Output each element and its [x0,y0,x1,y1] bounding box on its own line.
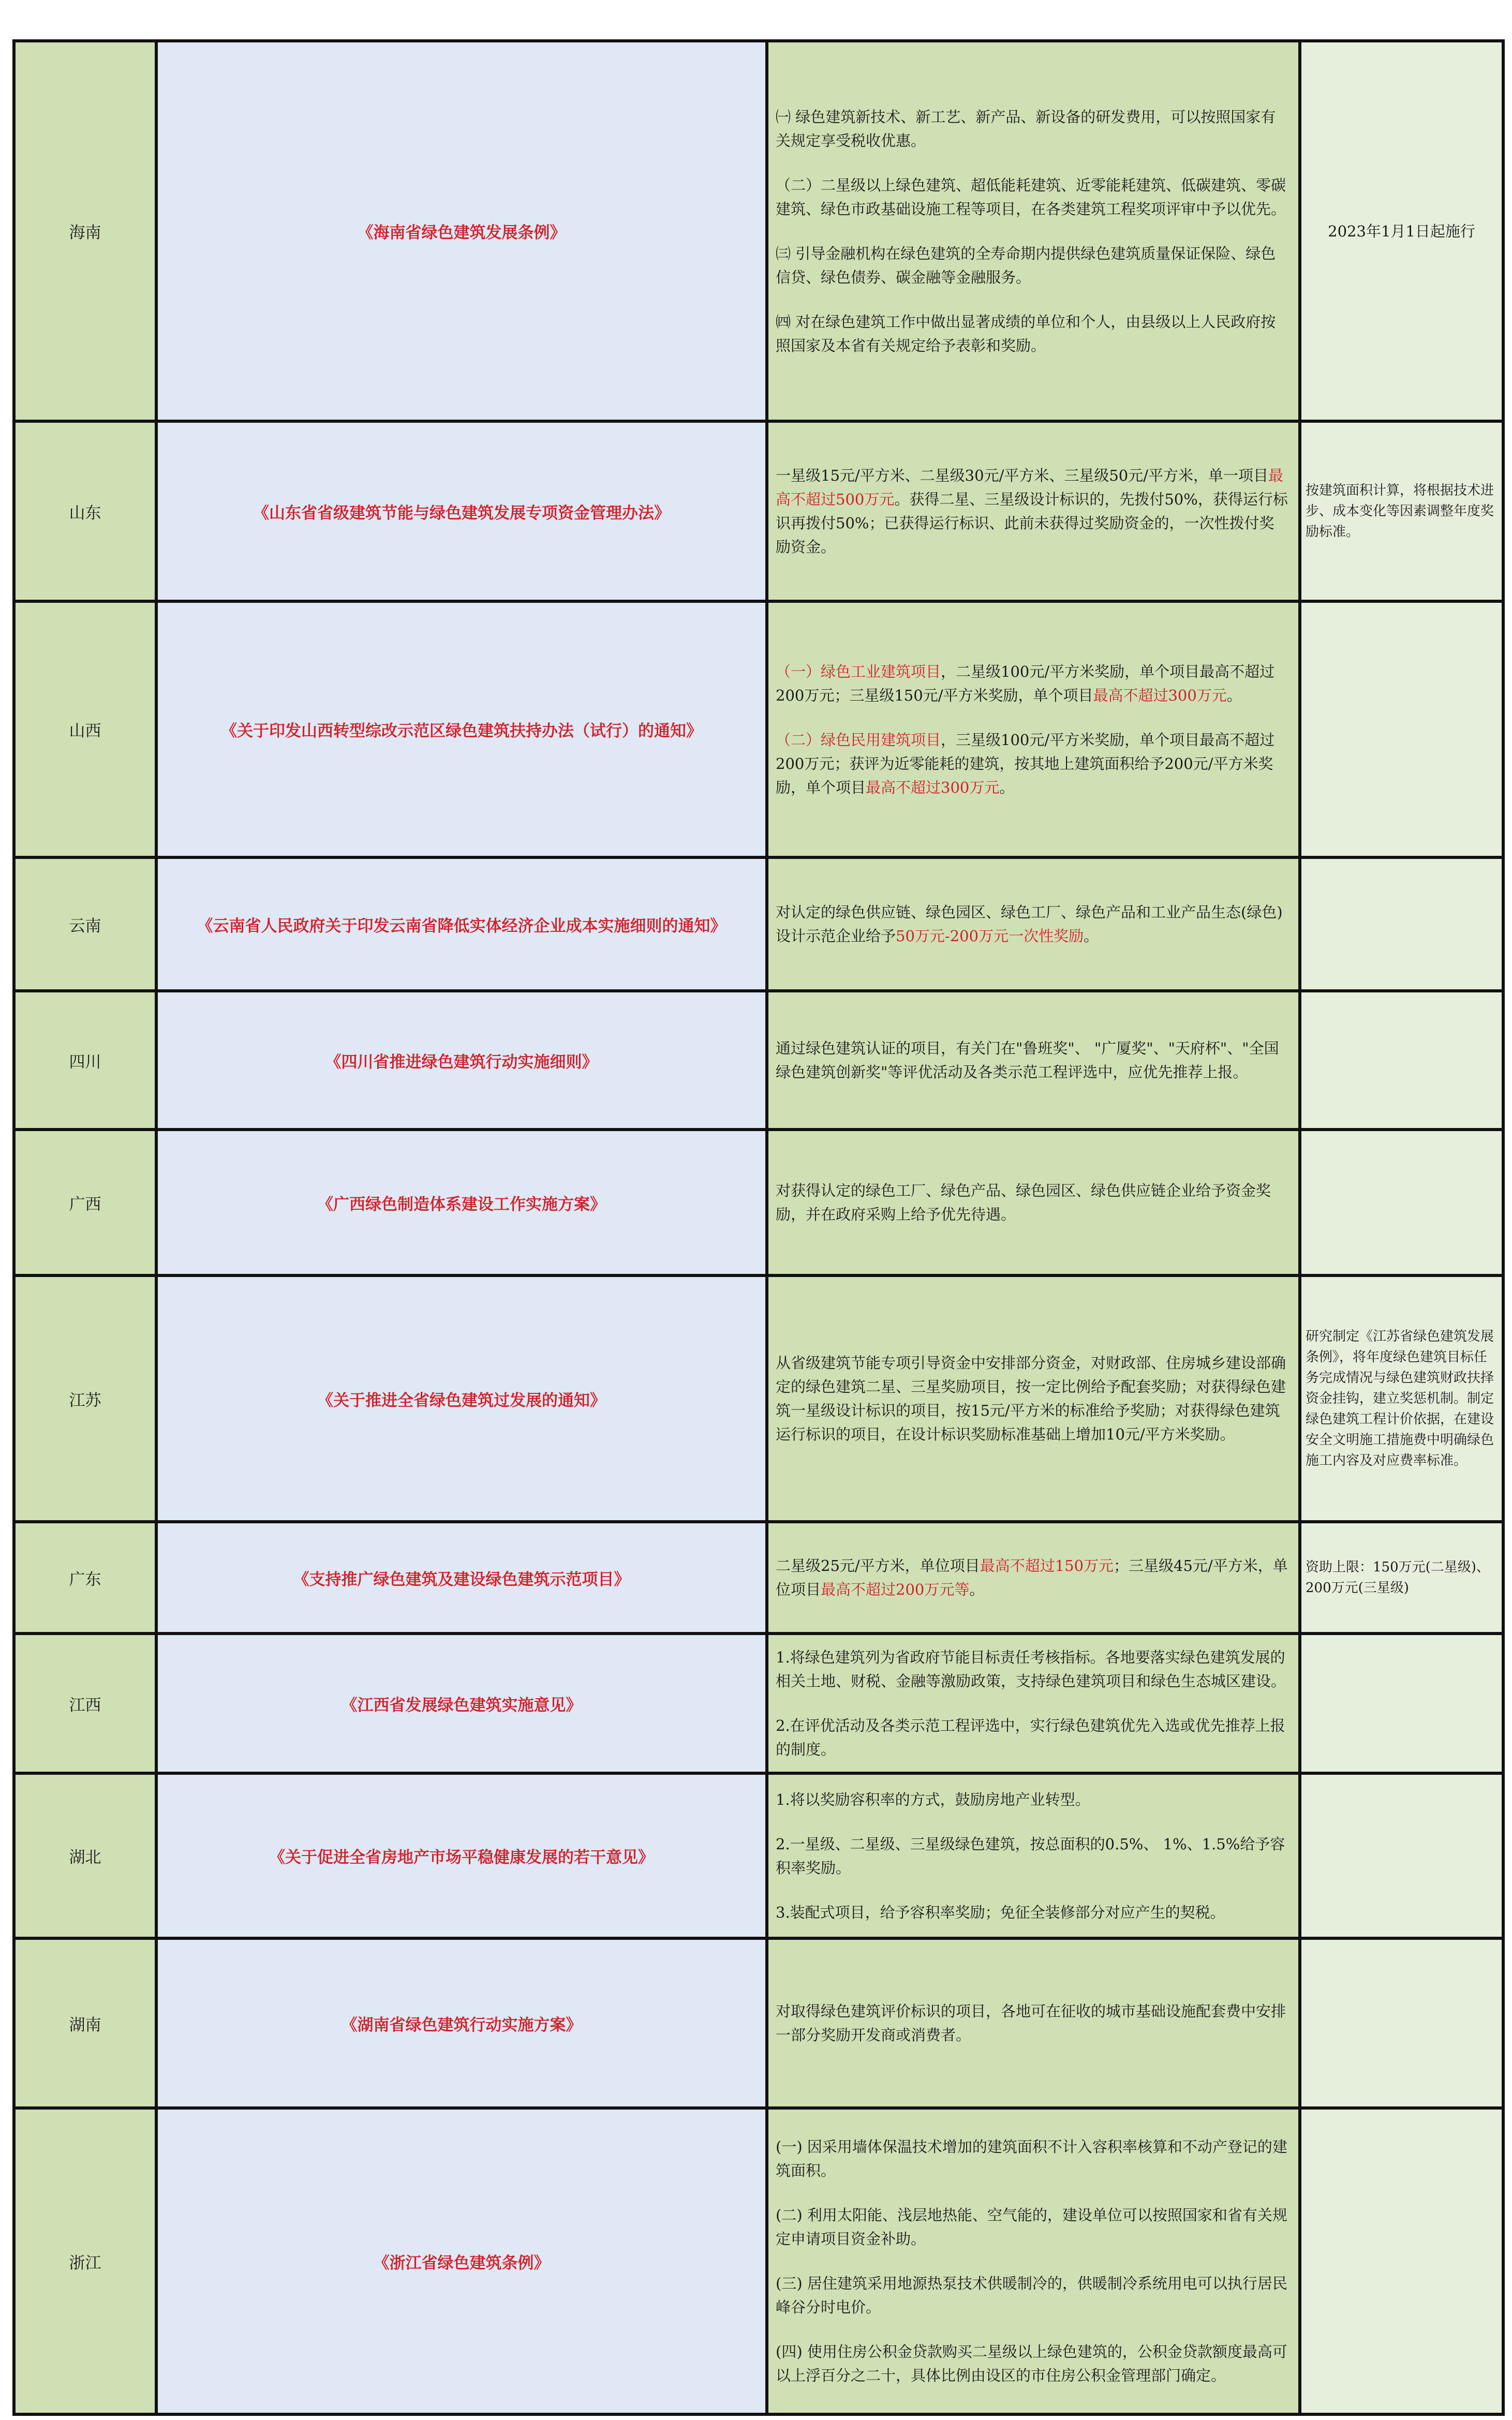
remark-cell: 2023年1月1日起施行 [1300,41,1503,421]
table-row [14,857,1503,991]
paragraph-text: 对取得绿色建筑评价标识的项目，各地可在征收的城市基础设施配套费中安排一部分奖励开发商或消费者。 [776,2002,1286,2044]
paragraph-text: 一星级15元/平方米、二星级30元/平方米、三星级50元/平方米，单一项目 [776,467,1269,484]
table-row [14,1130,1503,1275]
policy-title-cell: 《湖南省绿色建筑行动实施方案》 [156,1938,767,2108]
paragraph-text: ，三星级100元/平方米奖励，单个项目最高不超过200万元；获评为近零能耗的建筑，按其地上建筑面积给予200元/平方米奖励，单个项目 [776,731,1275,796]
policy-title-cell: 《关于推进全省绿色建筑过发展的通知》 [156,1275,767,1522]
policy-title-cell: 《山东省省级建筑节能与绿色建筑发展专项资金管理办法》 [156,421,767,601]
policy-title-cell: 《浙江省绿色建筑条例》 [156,2108,767,2414]
policy-content-cell [767,1938,1300,2108]
remark-cell [1300,1938,1503,2108]
remark-cell [1300,601,1503,857]
policy-title-cell: 《支持推广绿色建筑及建设绿色建筑示范项目》 [156,1522,767,1634]
paragraph-text: 。获得二星、三星级设计标识的，先拨付50%，获得运行标识再拨付50%；已获得运行标识、此前未获得过奖励资金的，一次性拨付奖励资金。 [776,491,1288,556]
policy-paragraph [776,900,1289,948]
policy-content-cell [767,1275,1300,1522]
paragraph-text: 二星级25元/平方米，单位项目 [776,1557,980,1575]
policy-paragraph [776,242,1289,289]
policy-paragraph [776,660,1289,707]
table-row [14,1275,1503,1522]
policy-paragraph [776,1999,1289,2047]
paragraph-text: (三) 居住建筑采用地源热泵技术供暖制冷的，供暖制冷系统用电可以执行居民峰谷分时电价。 [776,2275,1287,2316]
highlight-text: 最高不超过300万元 [1093,686,1227,704]
table-row [14,1522,1503,1634]
paragraph-text: (四) 使用住房公积金贷款购买二星级以上绿色建筑的，公积金贷款额度最高可以上浮百分之二十，具体比例由设区的市住房公积金管理部门确定。 [776,2343,1287,2384]
policy-paragraph [776,310,1289,358]
highlight-text: （二）绿色民用建筑项目 [776,731,941,749]
remark-cell [1300,1130,1503,1275]
province-cell: 广西 [14,1130,156,1275]
province-cell: 浙江 [14,2108,156,2414]
province-cell: 海南 [14,41,156,421]
policy-title-cell: 《云南省人民政府关于印发云南省降低实体经济企业成本实施细则的通知》 [156,857,767,991]
table-row [14,421,1503,601]
province-cell: 广东 [14,1522,156,1634]
policy-paragraph [776,1901,1289,1924]
remark-cell [1300,991,1503,1130]
remark-cell [1300,1773,1503,1938]
policy-content-cell [767,421,1300,601]
policy-table [12,39,1505,2416]
province-cell: 江西 [14,1634,156,1773]
policy-title-cell: 《四川省推进绿色建筑行动实施细则》 [156,991,767,1130]
policy-paragraph [776,1645,1289,1693]
policy-content-cell [767,857,1300,991]
paragraph-text: ㈢ 引导金融机构在绿色建筑的全寿命期内提供绿色建筑质量保证保险、绿色信贷、绿色债券、碳金融等金融服务。 [776,244,1276,286]
paragraph-text: ㈠ 绿色建筑新技术、新工艺、新产品、新设备的研发费用，可以按照国家有关规定享受税收优惠。 [776,108,1276,150]
paragraph-text: 2.在评优活动及各类示范工程评选中，实行绿色建筑优先入选或优先推荐上报的制度。 [776,1717,1285,1758]
policy-content-cell [767,1773,1300,1938]
paragraph-text: 1.将绿色建筑列为省政府节能目标责任考核指标。各地要落实绿色建筑发展的相关土地、财税、金融等激励政策，支持绿色建筑项目和绿色生态城区建设。 [776,1649,1286,1690]
policy-paragraph [776,728,1289,799]
policy-content-cell [767,1130,1300,1275]
province-cell: 四川 [14,991,156,1130]
policy-paragraph [776,1351,1289,1446]
policy-title-cell: 《江西省发展绿色建筑实施意见》 [156,1634,767,1773]
policy-title-cell: 《海南省绿色建筑发展条例》 [156,41,767,421]
policy-paragraph [776,1036,1289,1084]
province-cell: 江苏 [14,1275,156,1522]
paragraph-text: 3.装配式项目，给予容积率奖励；免征全装修部分对应产生的契税。 [776,1903,1225,1921]
highlight-text: 最高不超过150万元 [980,1557,1114,1575]
highlight-text: 50万元-200万元一次性奖励 [896,927,1084,945]
table-row [14,1938,1503,2108]
table-row [14,601,1503,857]
province-cell: 湖北 [14,1773,156,1938]
paragraph-text: 。 [969,1581,985,1598]
policy-content-cell [767,601,1300,857]
remark-cell: 研究制定《江苏省绿色建筑发展条例》，将年度绿色建筑目标任务完成情况与绿色建筑财政扶择资金挂钩，建立奖惩机制。制定绿色建筑工程计价依据，在建设安全文明施工措施费中明确绿色施工内容及对应费率标准。 [1300,1275,1503,1522]
paragraph-text: 通过绿色建筑认证的项目，有关门在"鲁班奖"、 "广厦奖"、"天府杯"、"全国绿色建筑创新奖"等评优活动及各类示范工程评选中，应优先推荐上报。 [776,1040,1279,1081]
policy-content-cell [767,1634,1300,1773]
remark-cell [1300,857,1503,991]
policy-title-cell: 《关于促进全省房地产市场平稳健康发展的若干意见》 [156,1773,767,1938]
remark-cell: 按建筑面积计算，将根据技术进步、成本变化等因素调整年度奖励标准。 [1300,421,1503,601]
policy-title-cell: 《广西绿色制造体系建设工作实施方案》 [156,1130,767,1275]
highlight-text: 最高不超过300万元 [866,778,1000,796]
paragraph-text: ；三星级45元/平方米，单位项目 [776,1557,1288,1598]
policy-paragraph [776,2340,1289,2387]
paragraph-text: 1.将以奖励容积率的方式，鼓励房地产业转型。 [776,1790,1090,1808]
paragraph-text: ，二星级100元/平方米奖励，单个项目最高不超过200万元；三星级150元/平方米奖励，单个项目 [776,662,1275,704]
policy-paragraph [776,2135,1289,2183]
remark-cell: 资助上限：150万元(二星级)、200万元(三星级) [1300,1522,1503,1634]
policy-paragraph [776,1788,1289,1812]
paragraph-text: 对认定的绿色供应链、绿色园区、绿色工厂、绿色产品和工业产品生态(绿色)设计示范企业给予 [776,903,1283,945]
policy-paragraph [776,1554,1289,1601]
paragraph-text: (二) 利用太阳能、浅层地热能、空气能的，建设单位可以按照国家和省有关规定申请项目资金补助。 [776,2206,1287,2248]
table-row [14,1634,1503,1773]
policy-content-cell [767,2108,1300,2414]
highlight-text: 最高不超过200万元等 [821,1581,970,1598]
province-cell: 山东 [14,421,156,601]
table-row [14,41,1503,421]
province-cell: 湖南 [14,1938,156,2108]
policy-paragraph [776,1832,1289,1880]
province-cell: 山西 [14,601,156,857]
policy-paragraph [776,105,1289,153]
paragraph-text: ㈣ 对在绿色建筑工作中做出显著成绩的单位和个人，由县级以上人民政府按照国家及本省有关规定给予表彰和奖励。 [776,313,1276,354]
paragraph-text: 。 [1226,686,1242,704]
table-row [14,991,1503,1130]
policy-content-cell [767,1522,1300,1634]
paragraph-text: 。 [999,778,1015,796]
paragraph-text: 对获得认定的绿色工厂、绿色产品、绿色园区、绿色供应链企业给予资金奖励，并在政府采购上给予优先待遇。 [776,1182,1271,1223]
policy-paragraph [776,2271,1289,2319]
paragraph-text: （二）二星级以上绿色建筑、超低能耗建筑、近零能耗建筑、低碳建筑、零碳建筑、绿色市政基础设施工程等项目，在各类建筑工程奖项评审中予以优先。 [776,176,1286,218]
remark-cell [1300,1634,1503,1773]
table-row [14,1773,1503,1938]
policy-paragraph [776,1714,1289,1761]
policy-table-body [14,41,1503,2414]
policy-paragraph [776,2203,1289,2251]
table-row [14,2108,1503,2414]
policy-paragraph [776,1179,1289,1226]
policy-content-cell [767,991,1300,1130]
paragraph-text: 从省级建筑节能专项引导资金中安排部分资金，对财政部、住房城乡建设部确定的绿色建筑二星、三星奖励项目，按一定比例给予配套奖励；对获得绿色建筑一星级设计标识的项目，按15元/平方米的标准给予奖励；对获得绿色建筑运行标识的项目，在设计标识奖励标准基础上增加10元/平方米奖励。 [776,1354,1286,1443]
policy-content-cell [767,41,1300,421]
policy-paragraph [776,173,1289,221]
province-cell: 云南 [14,857,156,991]
policy-title-cell: 《关于印发山西转型综改示范区绿色建筑扶持办法（试行）的通知》 [156,601,767,857]
policy-paragraph [776,464,1289,559]
paragraph-text: 2.一星级、二星级、三星级绿色建筑，按总面积的0.5%、 1%、1.5%给予容积率奖励。 [776,1835,1285,1877]
highlight-text: 最高不超过500万元 [776,467,1284,508]
highlight-text: （一）绿色工业建筑项目 [776,662,941,680]
paragraph-text: 。 [1084,927,1099,945]
remark-cell [1300,2108,1503,2414]
paragraph-text: (一) 因采用墙体保温技术增加的建筑面积不计入容积率核算和不动产登记的建筑面积。 [776,2138,1287,2179]
